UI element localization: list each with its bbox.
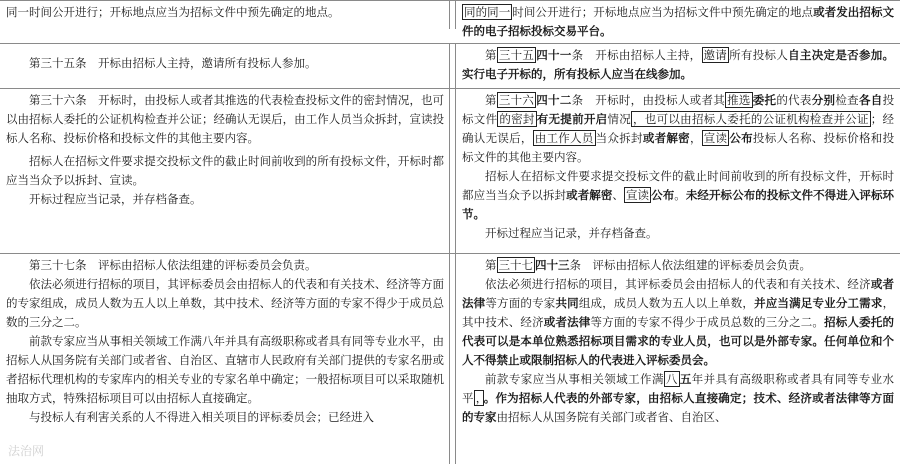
added-text: 分别 [811, 93, 836, 107]
added-text: 公布 [729, 131, 753, 145]
text-run: ，其中技术、经济 [462, 296, 895, 329]
text-run: 、 [612, 188, 624, 202]
added-text: 四十三 [535, 258, 570, 272]
deleted-text: 的密封 [499, 112, 535, 126]
old-paragraph: 同一时间公开进行；开标地点应当为招标文件中预先确定的地点。 [6, 5, 340, 19]
old-paragraph: 第三十七条 评标由招标人依法组建的评标委员会负责。 [29, 258, 317, 272]
deleted-text: 三十五 [498, 48, 535, 62]
text-run: 年并具有高级职称或者具有同等专业水平 [462, 372, 895, 405]
text-run: 时间公开进行；开标地点应当为招标文件中预先确定的地点 [512, 5, 814, 19]
text-run: ， [689, 131, 702, 145]
new-paragraph [462, 224, 894, 243]
text-run: 条 开标由招标人主持， [571, 48, 702, 62]
table-row [0, 0, 900, 38]
new-paragraph [462, 91, 894, 167]
added-text: 公布 [651, 188, 675, 202]
text-run: 投标文件 [462, 93, 895, 126]
added-text: 未经开标公布的投标文件不得进入评标环节。 [462, 188, 895, 221]
added-text: 或者法律 [543, 315, 591, 329]
added-text: 或者解密 [566, 188, 613, 202]
text-run: 由招标人从国务院有关部门或者省、自治区、 [496, 410, 727, 424]
old-paragraph: 招标人在招标文件要求提交投标文件的截止时间前收到的所有投标文件，开标时都应当当众予以拆封、宣读。 [6, 154, 444, 187]
text-run: 等方面的专家 [485, 296, 556, 310]
added-text: 或者解密 [642, 131, 690, 145]
added-text: 并应当满足专业分工需求 [754, 296, 883, 310]
new-paragraph [462, 46, 894, 84]
added-text: 或者发出招标文件的电子招标投标交易平台。 [462, 5, 895, 38]
old-text-cell [0, 254, 450, 464]
old-paragraph: 与投标人有利害关系的人不得进入相关项目的评标委员会；已经进入 [29, 410, 374, 424]
deleted-text: 推选 [727, 93, 751, 107]
text-run: 组成，成员人数为五人以上单数， [578, 296, 755, 310]
old-paragraph: 第三十六条 开标时，由投标人或者其推选的代表检查投标文件的密封情况，也可以由招标人委托的公证机构检查并公证；经确认无误后，由工作人员当众拆封，宣读投标人名称、投标价格和投标文件的其他主要内容。 [6, 93, 444, 145]
text-run: 检查 [835, 93, 859, 107]
added-text: 有无提前开启 [536, 112, 608, 126]
new-text-cell [456, 254, 900, 464]
deleted-text: 八 [665, 372, 678, 386]
text-run: 前款专家应当从事相关领域工作满 [485, 372, 664, 386]
added-text: 各自 [858, 93, 883, 107]
text-run: 当众拆封 [595, 131, 643, 145]
text-run: 条 评标由招标人依法组建的评标委员会负责。 [569, 258, 811, 272]
text-run: 等方面的专家不得少于成员总数的三分之二。 [590, 315, 825, 329]
table-row [0, 253, 900, 464]
added-text: 或者法律 [462, 277, 895, 310]
old-paragraph: 前款专家应当从事相关领域工作满八年并具有高级职称或者具有同等专业水平，由招标人从国务院有关部门或者省、自治区、直辖市人民政府有关部门提供的专家名册或者招标代理机构的专家库内的相关专业的专家名单中确定；一般招标项目可以采取随机抽取方式，特殊招标项目可以由招标人直接确定。 [6, 334, 444, 405]
table-row [0, 88, 900, 253]
added-text: 招标人委托的代表可以是本单位熟悉招标项目需求的专业人员，也可以是外部专家。任何单位和个人不得禁止或限制招标人的代表进入评标委员会。 [462, 315, 895, 367]
deleted-text: ， [475, 391, 482, 405]
new-paragraph [462, 275, 894, 370]
deleted-text: 三十七 [498, 258, 533, 272]
deleted-text: ，也可以由招标人委托的公证机构检查并公证 [633, 112, 869, 126]
new-text-cell [456, 1, 900, 38]
old-paragraph: 第三十五条 开标由招标人主持，邀请所有投标人参加。 [29, 56, 317, 70]
added-text: 。作为招标人代表的外部专家，由招标人直接确定；技术、经济或者法律等方面的专家 [462, 391, 895, 424]
new-paragraph [462, 370, 894, 427]
deleted-text: 邀请 [703, 48, 728, 62]
added-text: 五 [679, 372, 692, 386]
new-text-cell [456, 44, 900, 88]
text-run: 第 [485, 93, 497, 107]
deleted-text: 宣读 [703, 131, 728, 145]
deleted-text: 三十六 [498, 93, 535, 107]
deleted-text: 同的同一 [464, 5, 511, 19]
text-run: 第 [485, 48, 497, 62]
text-run: 开标过程应当记录，并存档备查。 [485, 226, 658, 240]
deleted-text: 由工作人员 [534, 131, 594, 145]
added-text: 四十一 [536, 48, 572, 62]
added-text: 委托 [752, 93, 777, 107]
old-paragraph: 开标过程应当记录，并存档备查。 [29, 192, 202, 206]
text-run: 第 [485, 258, 497, 272]
text-run: ；经确认无误后， [462, 112, 895, 145]
text-run: 招标人在招标文件要求提交投标文件的截止时间前收到的所有投标文件，开标时都应当当众予以拆封 [462, 169, 894, 202]
text-run: 的代表 [776, 93, 812, 107]
new-text-cell [456, 89, 900, 253]
added-text: 共同 [555, 296, 579, 310]
text-run: 投标人名称、投标价格和投标文件的其他主要内容。 [462, 131, 895, 164]
text-run: 。 [674, 188, 686, 202]
old-text-cell [0, 44, 450, 88]
text-run: 所有投标人 [729, 48, 789, 62]
table-row [0, 43, 900, 88]
text-run: 依法必须进行招标的项目，其评标委员会由招标人的代表和有关技术、经济 [485, 277, 871, 291]
old-text-cell [0, 89, 450, 253]
watermark-logo: 法治网 [8, 444, 45, 458]
new-paragraph [462, 167, 894, 224]
old-paragraph: 依法必须进行招标的项目，其评标委员会由招标人的代表和有关技术、经济等方面的专家组成，成员人数为五人以上单数，其中技术、经济等方面的专家不得少于成员总数的三分之二。 [6, 277, 444, 329]
new-paragraph [462, 256, 894, 275]
deleted-text: 宣读 [625, 188, 650, 202]
old-text-cell [0, 1, 450, 29]
added-text: 四十二 [536, 93, 572, 107]
added-text: 自主决定是否参加。实行电子开标的，所有投标人应当在线参加。 [462, 48, 895, 81]
text-run: 情况 [607, 112, 632, 126]
new-paragraph [462, 3, 894, 41]
text-run: 条 开标时，由投标人或者其 [571, 93, 726, 107]
